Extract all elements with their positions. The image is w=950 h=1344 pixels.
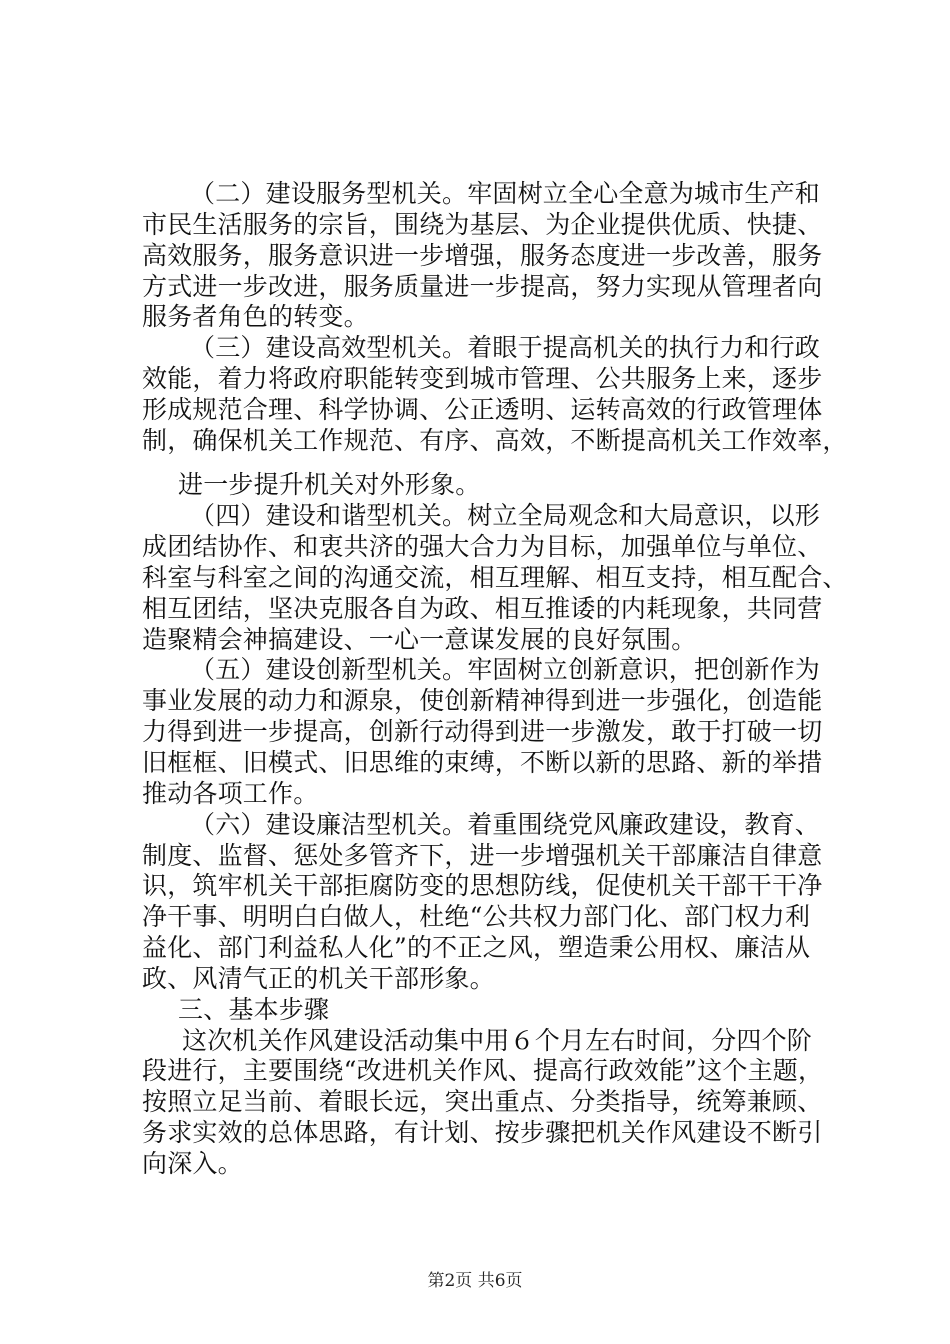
text-line: 市民生活服务的宗旨，围绕为基层、为企业提供优质、快捷、 (142, 210, 823, 239)
text-line: 净干事、明明白白做人，杜绝“公共权力部门化、部门权力利 (142, 902, 811, 931)
text-line: 段进行，主要围绕“改进机关作风、提高行政效能”这个主题， (142, 1056, 824, 1085)
text-line: 制，确保机关工作规范、有序、高效，不断提高机关工作效率， (142, 426, 848, 455)
text-line: 按照立足当前、着眼长远，突出重点、分类指导，统筹兼顾、 (142, 1087, 823, 1116)
text-line: 制度、监督、惩处多管齐下，进一步增强机关干部廉洁自律意 (142, 841, 823, 870)
text-line: 向深入。 (142, 1149, 243, 1178)
text-line: （二）建设服务型机关。牢固树立全心全意为城市生产和 (190, 179, 821, 208)
text-line: 效能，着力将政府职能转变到城市管理、公共服务上来，逐步 (142, 364, 823, 393)
text-line: 进一步提升机关对外形象。 (178, 470, 481, 499)
page-footer: 第2页 共6页 (427, 1271, 523, 1291)
text-line: （五）建设创新型机关。牢固树立创新意识，把创新作为 (190, 655, 821, 684)
text-line: 务求实效的总体思路，有计划、按步骤把机关作风建设不断引 (142, 1118, 823, 1147)
text-line: 旧框框、旧模式、旧思维的束缚，不断以新的思路、新的举措 (142, 748, 823, 777)
text-line: 识，筑牢机关干部拒腐防变的思想防线，促使机关干部干干净 (142, 871, 823, 900)
text-line: 这次机关作风建设活动集中用６个月左右时间，分四个阶 (182, 1026, 813, 1055)
text-line: 政、风清气正的机关干部形象。 (142, 964, 495, 993)
text-line: 方式进一步改进，服务质量进一步提高，努力实现从管理者向 (142, 272, 823, 301)
text-line: 形成规范合理、科学协调、公正透明、运转高效的行政管理体 (142, 395, 823, 424)
text-line: 服务者角色的转变。 (142, 302, 369, 331)
text-line: （三）建设高效型机关。着眼于提高机关的执行力和行政 (190, 333, 821, 362)
text-line: 成团结协作、和衷共济的强大合力为目标，加强单位与单位、 (142, 532, 823, 561)
section-heading: 三、基本步骤 (178, 995, 330, 1024)
text-line: 力得到进一步提高，创新行动得到进一步激发，敢于打破一切 (142, 717, 823, 746)
text-line: 推动各项工作。 (142, 779, 319, 808)
text-line: 益化、部门利益私人化”的不正之风，塑造秉公用权、廉洁从 (142, 933, 811, 962)
text-line: 相互团结，坚决克服各自为政、相互推诿的内耗现象，共同营 (142, 594, 823, 623)
text-line: （四）建设和谐型机关。树立全局观念和大局意识，以形 (190, 501, 821, 530)
text-line: （六）建设廉洁型机关。着重围绕党风廉政建设，教育、 (190, 810, 821, 839)
text-line: 高效服务，服务意识进一步增强，服务态度进一步改善，服务 (142, 241, 823, 270)
text-line: 造聚精会神搞建设、一心一意谋发展的良好氛围。 (142, 625, 697, 654)
text-line: 科室与科室之间的沟通交流，相互理解、相互支持，相互配合、 (142, 563, 848, 592)
text-line: 事业发展的动力和源泉，使创新精神得到进一步强化，创造能 (142, 686, 823, 715)
